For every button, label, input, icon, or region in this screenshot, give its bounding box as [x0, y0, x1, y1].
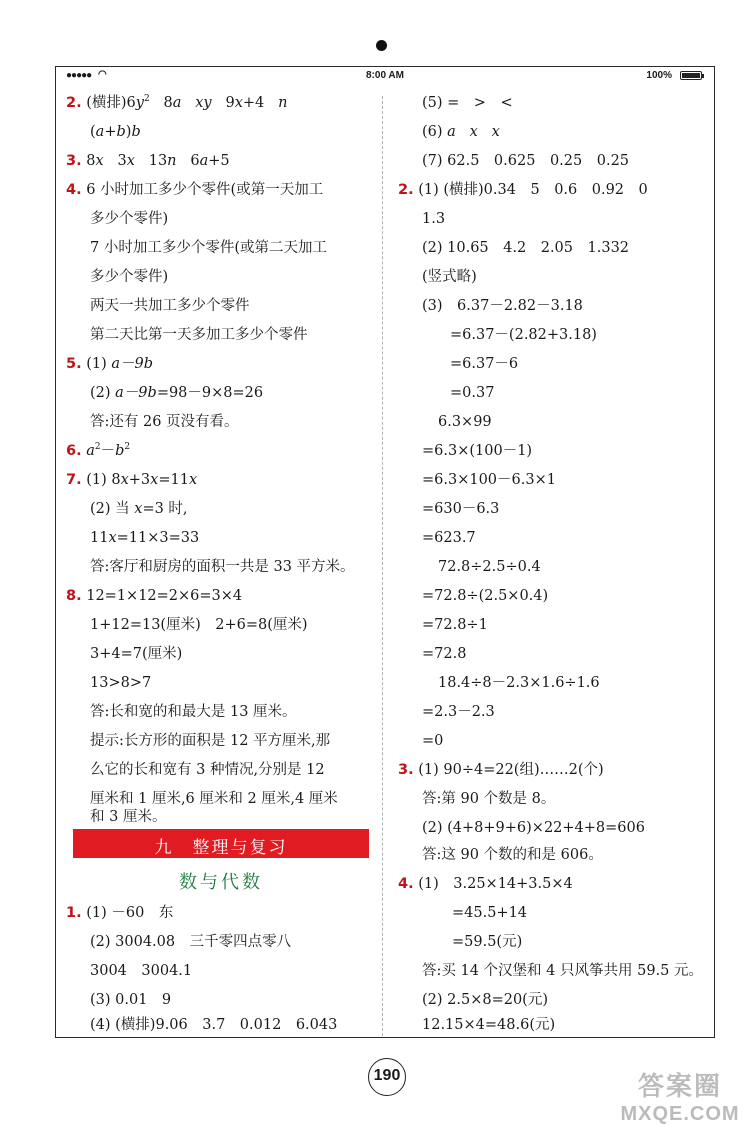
right-q4-line6: 12.15×4=48.6(元): [422, 1017, 556, 1033]
left-q4-line2: 多少个零件): [90, 211, 169, 227]
right-q2-line16: =72.8÷1: [422, 617, 488, 633]
left-s1-line2: (2) 3004.08 三千零四点零八: [90, 934, 292, 950]
left-q7-line3: 11x=11×3=33: [90, 530, 200, 546]
right-q2-line7: =6.37－6: [450, 356, 519, 372]
left-q7-line1: 7. (1) 8x+3x=11x: [66, 472, 198, 488]
right-q4-line4: 答:买 14 个汉堡和 4 只风筝共用 59.5 元。: [422, 963, 704, 979]
left-q3: 3. 8x 3x 13n 6a+5: [66, 153, 230, 169]
right-q1-line7: (7) 62.5 0.625 0.25 0.25: [422, 153, 630, 169]
left-q4-line6: 第二天比第一天多加工多少个零件: [90, 327, 308, 343]
left-s1-line3: 3004 3004.1: [90, 963, 193, 979]
left-q8-line5: 答:长和宽的和最大是 13 厘米。: [90, 704, 297, 720]
right-q2-line13: =623.7: [422, 530, 476, 546]
left-q8-line4: 13>8>7: [90, 675, 152, 691]
right-q2-line5: (3) 6.37－2.82－3.18: [422, 298, 583, 314]
left-s1-line4: (3) 0.01 9: [90, 992, 172, 1008]
section-banner-title: 九 整理与复习: [154, 838, 288, 858]
right-q3-line4: 答:这 90 个数的和是 606。: [422, 847, 603, 863]
right-q2-line8: =0.37: [450, 385, 495, 401]
signal-icon: ●●●●●: [66, 70, 92, 81]
right-q2-line6: =6.37－(2.82+3.18): [450, 327, 597, 343]
right-q2-line3: (2) 10.65 4.2 2.05 1.332: [422, 240, 630, 256]
right-q3-line3: (2) (4+8+9+6)×22+4+8=606: [422, 820, 645, 836]
right-q2-line9: 6.3×99: [438, 414, 492, 430]
right-q3-line2: 答:第 90 个数是 8。: [422, 791, 556, 807]
tablet-camera: [376, 40, 387, 51]
left-q8-line1: 8. 12=1×12=2×6=3×4: [66, 588, 243, 604]
left-q5-line2: (2) a－9b=98－9×8=26: [90, 385, 264, 401]
right-q2-line15: =72.8÷(2.5×0.4): [422, 588, 549, 604]
left-q8-line3: 3+4=7(厘米): [90, 646, 183, 662]
left-q8-line7: 么它的长和宽有 3 种情况,分别是 12: [90, 762, 325, 778]
left-q7-line2: (2) 当 x=3 时,: [90, 501, 188, 517]
battery-icon: [680, 71, 702, 80]
wifi-icon: ◠: [98, 69, 107, 80]
left-q5-line3: 答:还有 26 页没有看。: [90, 414, 239, 430]
right-q3-line1: 3. (1) 90÷4=22(组)……2(个): [398, 762, 604, 778]
watermark-logo: 答案圈 MXQE.COM: [620, 1071, 740, 1125]
left-q7-line4: 答:客厅和厨房的面积一共是 33 平方米。: [90, 559, 355, 575]
left-q8-line2: 1+12=13(厘米) 2+6=8(厘米): [90, 617, 308, 633]
right-q2-line19: =2.3－2.3: [422, 704, 495, 720]
right-q2-line2: 1.3: [422, 211, 446, 227]
right-q2-line17: =72.8: [422, 646, 467, 662]
right-q4-line1: 4. (1) 3.25×14+3.5×4: [398, 876, 573, 892]
right-q1-line6: (6) a x x: [422, 124, 500, 140]
right-q2-line20: =0: [422, 733, 444, 749]
battery-percent: 100%: [646, 70, 672, 81]
left-q5-line1: 5. (1) a－9b: [66, 356, 154, 372]
page-number: 190: [368, 1058, 406, 1096]
right-q2-line10: =6.3×(100－1): [422, 443, 533, 459]
left-q4-line5: 两天一共加工多少个零件: [90, 298, 250, 314]
right-q4-line5: (2) 2.5×8=20(元): [422, 992, 548, 1008]
left-q2-line2: (a+b)b: [90, 124, 141, 140]
left-q8-line6: 提示:长方形的面积是 12 平方厘米,那: [90, 733, 331, 749]
left-q8-line8: 厘米和 1 厘米,6 厘米和 2 厘米,4 厘米: [90, 791, 338, 807]
right-q4-line3: =59.5(元): [452, 934, 523, 950]
section-banner: [73, 829, 369, 858]
left-q6: 6. $a^2-b^2$: [66, 442, 131, 459]
status-bar: [56, 67, 714, 85]
left-q4-line3: 7 小时加工多少个零件(或第二天加工: [90, 240, 327, 256]
status-time: 8:00 AM: [366, 70, 404, 81]
left-q4-line4: 多少个零件): [90, 269, 169, 285]
left-q8-line9: 和 3 厘米。: [90, 809, 167, 825]
section-subheading: 数与代数: [179, 872, 263, 893]
right-q2-line14: 72.8÷2.5÷0.4: [438, 559, 541, 575]
left-s1-line5: (4) (横排)9.06 3.7 0.012 6.043: [90, 1017, 338, 1033]
right-q4-line2: =45.5+14: [452, 905, 528, 921]
right-q2-line18: 18.4÷8－2.3×1.6÷1.6: [438, 675, 600, 691]
right-q2-line4: (竖式略): [422, 269, 477, 285]
left-s1-line1: 1. (1) －60 东: [66, 905, 174, 921]
column-divider: [382, 96, 383, 1036]
left-q2-line1: 2. (横排)$6y^2$ 8a xy 9x+4 n: [66, 94, 288, 111]
right-q1-line5: (5) = > <: [422, 95, 513, 111]
left-q4-line1: 4. 6 小时加工多少个零件(或第一天加工: [66, 182, 324, 198]
right-q2-line1: 2. (1) (横排)0.34 5 0.6 0.92 0: [398, 182, 648, 198]
right-q2-line12: =630－6.3: [422, 501, 500, 517]
right-q2-line11: =6.3×100－6.3×1: [422, 472, 556, 488]
